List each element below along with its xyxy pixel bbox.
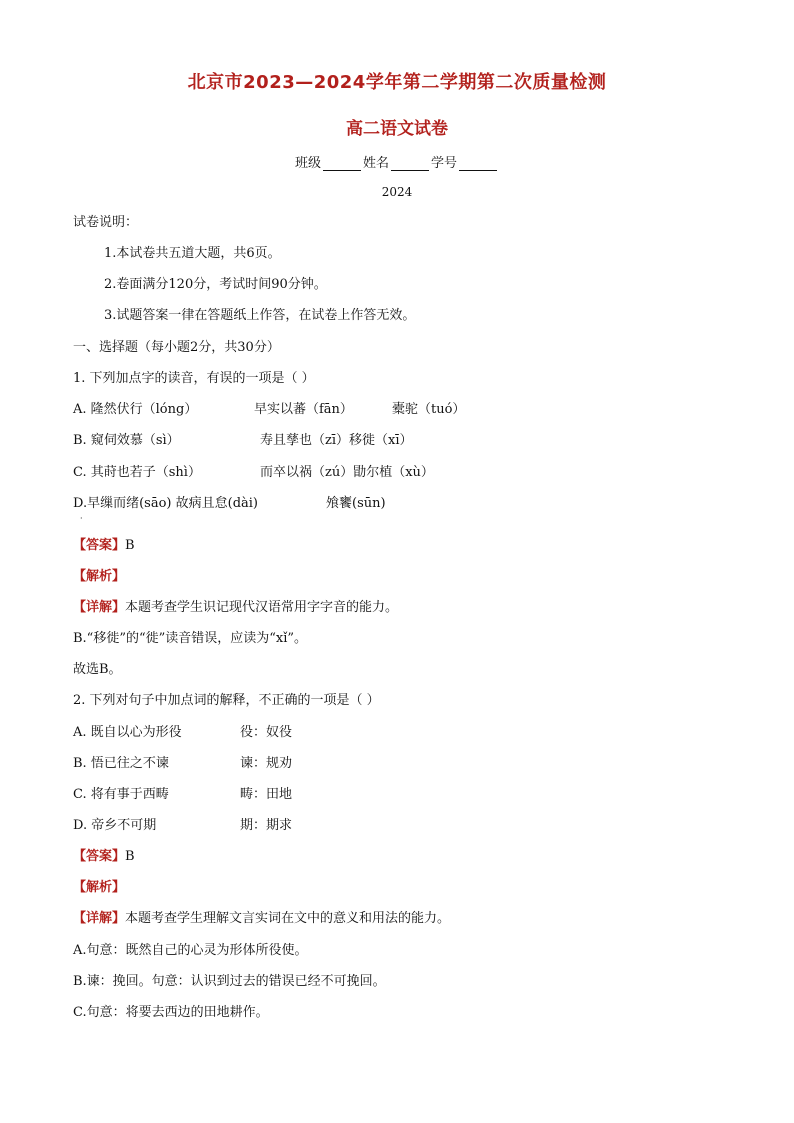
detail-tag: 【详解】	[73, 600, 126, 615]
id-label: 学号	[431, 156, 458, 171]
instructions-heading: 试卷说明：	[73, 215, 139, 230]
q1-explain: B.“移徙”的“徙”读音错误，应读为“xǐ”。	[73, 631, 308, 646]
q1-option-b: B. 窥伺效慕（sì）	[73, 433, 180, 448]
q2-option-d: D. 帝乡不可期	[73, 818, 157, 833]
q2-option-a: A. 既自以心为形役	[73, 725, 182, 740]
name-blank	[391, 156, 429, 171]
instruction-item: 3.试题答案一律在答题纸上作答，在试卷上作答无效。	[104, 308, 416, 323]
q2-option-c: C. 将有事于西畴	[73, 787, 169, 802]
detail-tag: 【详解】	[73, 911, 126, 926]
name-label: 姓名	[362, 156, 389, 171]
detail-text: 本题考查学生识记现代汉语常用字字音的能力。	[125, 600, 399, 615]
question-2-stem: 2. 下列对句子中加点词的解释，不正确的一项是（ ）	[73, 693, 380, 708]
q1-option-b-part2: 寿且孳也（zī）移徙（xī）	[260, 433, 413, 448]
q2-analysis-tag: 【解析】	[73, 880, 126, 895]
q1-conclusion: 故选B。	[73, 662, 122, 677]
exam-title: 北京市2023—2024学年第二学期第二次质量检测	[187, 72, 607, 93]
q1-option-d-part2: 飧饔(sūn)	[326, 496, 386, 511]
q1-answer	[73, 537, 135, 555]
q2-option-b-gloss: 谏：规劝	[240, 756, 293, 771]
answer-tag: 【答案】	[73, 849, 126, 864]
id-blank	[459, 156, 497, 171]
class-blank	[323, 156, 361, 171]
q2-line: A.句意：既然自己的心灵为形体所役使。	[73, 943, 308, 958]
question-1-stem: 1. 下列加点字的读音，有误的一项是（ ）	[73, 371, 315, 386]
q1-option-c-part2: 而卒以祸（zú）勖尔植（xù）	[260, 465, 434, 480]
detail-text: 本题考查学生理解文言实词在文中的意义和用法的能力。	[125, 911, 451, 926]
exam-subtitle: 高二语文试卷	[346, 119, 448, 139]
section-heading: 一、选择题（每小题2分，共30分）	[73, 340, 280, 355]
q1-option-a-part3: 橐驼（tuó）	[392, 402, 466, 417]
q2-option-d-gloss: 期：期求	[240, 818, 293, 833]
exam-year: 2024	[381, 185, 413, 199]
q1-option-c: C. 其莳也若子（shì）	[73, 465, 201, 480]
q1-detail	[73, 599, 398, 617]
q2-detail	[73, 910, 450, 928]
q1-option-a: A. 隆然伏行（lóng）	[73, 402, 198, 417]
answer-tag: 【答案】	[73, 538, 126, 553]
emphasis-dot: ·	[80, 514, 83, 523]
answer-value: B	[125, 538, 135, 553]
instruction-item: 2.卷面满分120分，考试时间90分钟。	[104, 277, 327, 292]
q2-option-c-gloss: 畴：田地	[240, 787, 293, 802]
q2-line: C.句意：将要去西边的田地耕作。	[73, 1005, 269, 1020]
instruction-item: 1.本试卷共五道大题，共6页。	[104, 246, 281, 261]
q2-answer	[73, 848, 135, 866]
q1-analysis-tag: 【解析】	[73, 569, 126, 584]
q1-option-d: D.早缫而绪(sāo) 故病且怠(dài)	[73, 496, 258, 511]
class-label: 班级	[294, 156, 321, 171]
q2-option-a-gloss: 役：奴役	[240, 725, 293, 740]
answer-value: B	[125, 849, 135, 864]
q1-option-a-part2: 早实以蕃（fān）	[254, 402, 353, 417]
q2-option-b: B. 悟已往之不谏	[73, 756, 169, 771]
q2-line: B.谏：挽回。句意：认识到过去的错误已经不可挽回。	[73, 974, 386, 989]
student-info-line	[0, 152, 794, 171]
